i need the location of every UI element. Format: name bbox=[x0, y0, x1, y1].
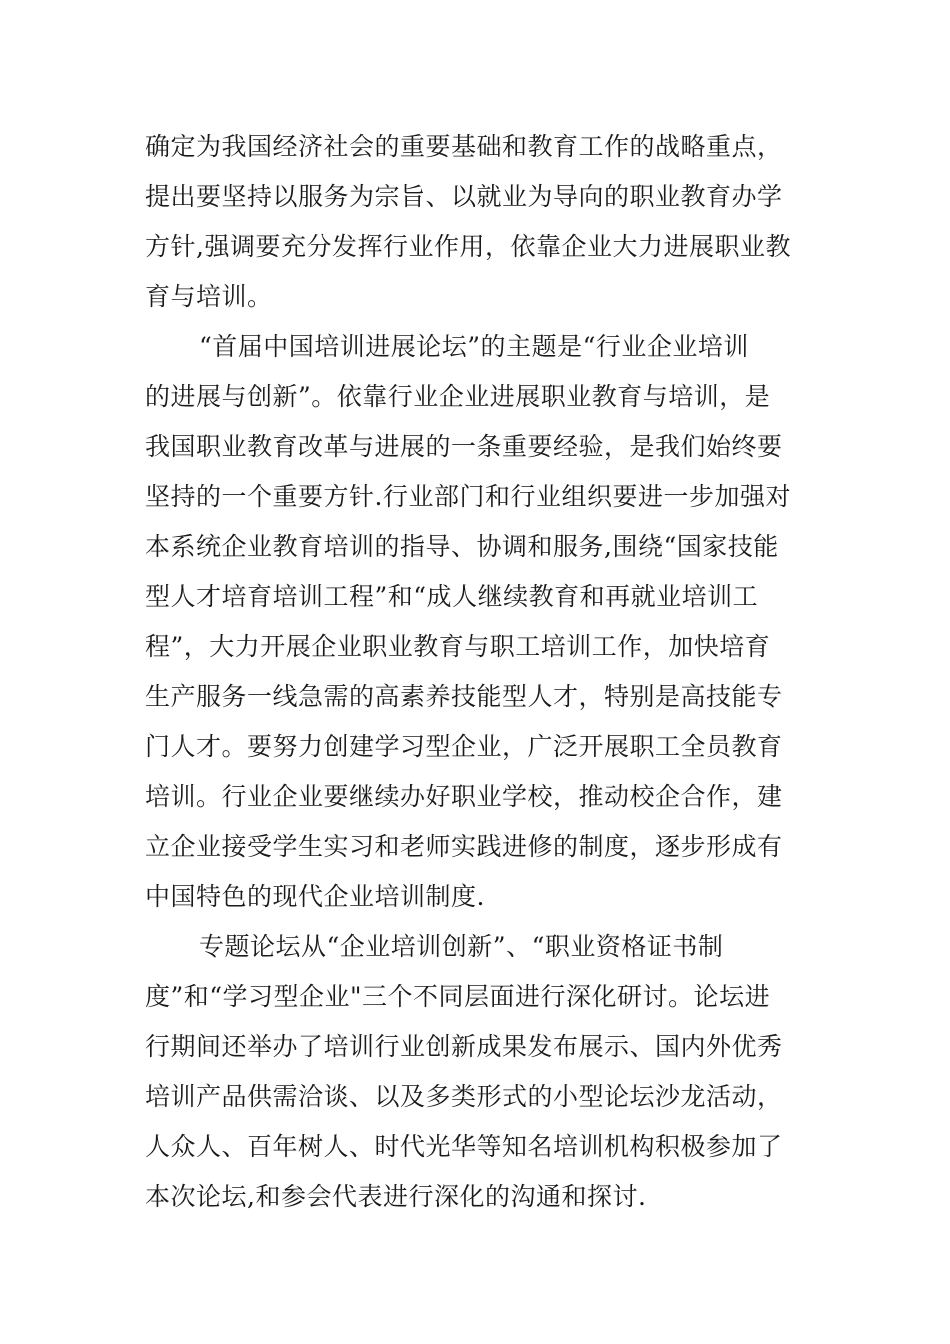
paragraph-2-line: 中国特色的现代企业培训制度. bbox=[145, 882, 485, 911]
paragraph-2-line: 坚持的一个重要方针.行业部门和行业组织要进一步加强对 bbox=[145, 482, 791, 511]
paragraph-1-line: 提出要坚持以服务为宗旨、以就业为导向的职业教育办学 bbox=[145, 182, 783, 211]
paragraph-3-line: 专题论坛从“企业培训创新”、“职业资格证书制 bbox=[199, 932, 724, 961]
paragraph-2-line: 生产服务一线急需的高素养技能型人才，特别是高技能专 bbox=[145, 682, 783, 711]
paragraph-2-line: 门人才。要努力创建学习型企业，广泛开展职工全员教育 bbox=[145, 732, 783, 761]
paragraph-2-line: 本系统企业教育培训的指导、协调和服务,围绕“国家技能 bbox=[145, 532, 779, 561]
paragraph-2-line: “首届中国培训进展论坛”的主题是“行业企业培训 bbox=[199, 332, 749, 361]
paragraph-3-line: 行期间还举办了培训行业创新成果发布展示、国内外优秀 bbox=[145, 1032, 783, 1061]
paragraph-2-line: 的进展与创新”。依靠行业企业进展职业教育与培训，是 bbox=[145, 382, 771, 411]
paragraph-2-line: 立企业接受学生实习和老师实践进修的制度，逐步形成有 bbox=[145, 832, 783, 861]
paragraph-2-line: 程”，大力开展企业职业教育与职工培训工作，加快培育 bbox=[145, 632, 771, 661]
paragraph-1-line: 方针,强调要充分发挥行业作用，依靠企业大力进展职业教 bbox=[145, 232, 791, 261]
paragraph-1-line: 育与培训。 bbox=[145, 282, 273, 311]
paragraph-3-line: 度”和“学习型企业"三个不同层面进行深化研讨。论坛进 bbox=[145, 982, 771, 1011]
paragraph-1-line: 确定为我国经济社会的重要基础和教育工作的战略重点， bbox=[145, 132, 783, 161]
body-text bbox=[145, 122, 795, 1222]
paragraph-3-line: 本次论坛,和参会代表进行深化的沟通和探讨. bbox=[145, 1182, 647, 1211]
paragraph-2-line: 型人才培育培训工程”和“成人继续教育和再就业培训工 bbox=[145, 582, 759, 611]
paragraph-3-line: 培训产品供需洽谈、以及多类形式的小型论坛沙龙活动， bbox=[145, 1082, 783, 1111]
paragraph-2-line: 我国职业教育改革与进展的一条重要经验，是我们始终要 bbox=[145, 432, 783, 461]
paragraph-2-line: 培训。行业企业要继续办好职业学校，推动校企合作，建 bbox=[145, 782, 783, 811]
paragraph-3-line: 人众人、百年树人、时代光华等知名培训机构积极参加了 bbox=[145, 1132, 783, 1161]
